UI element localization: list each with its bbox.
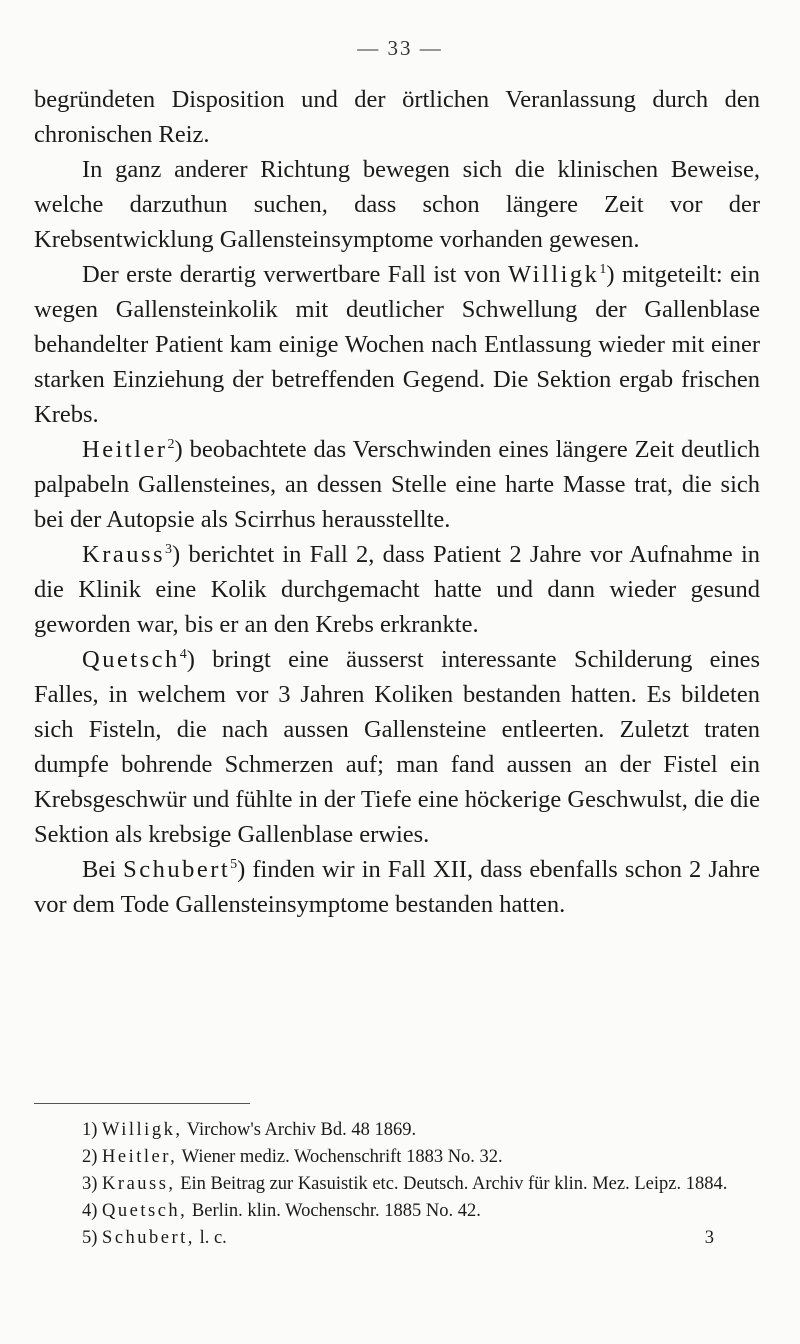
paragraph-6-body: ) bringt eine äusserst interessante Schilderung eines Falles, in welchem vor 3 Jahren Koliken bestanden hatten. Es bildeten sich Fisteln, die nach aussen Gallensteine entleerten. Zuletzt traten dumpfe bohrende Schmerzen auf; man fand aussen an der Fistel ein Krebsgeschwür und fühlte in der Tiefe eine höckerige Geschwulst, die die Sektion als krebsige Gallenblase erwies. [34, 646, 760, 848]
paragraph-6 [34, 642, 760, 852]
paragraph-4-body: ) beobachtete das Verschwinden eines längere Zeit deutlich palpabeln Gallensteines, an dessen Stelle eine harte Masse trat, die sich bei der Autopsie als Scirrhus herausstellte. [34, 436, 760, 533]
paragraph-5 [34, 537, 760, 642]
footnote-4 [34, 1198, 760, 1225]
footnote-3 [34, 1171, 760, 1198]
author-heitler: Heitler [82, 436, 168, 463]
footnote-2-author: Heitler, [102, 1147, 178, 1167]
footnote-ref-3: 3 [165, 542, 173, 557]
footnote-5-author: Schubert, [102, 1228, 195, 1248]
footnote-1 [34, 1117, 760, 1144]
footnote-4-text: Berlin. klin. Wochenschr. 1885 No. 42. [191, 1201, 481, 1221]
author-schubert: Schubert [123, 856, 231, 883]
main-text [34, 82, 760, 922]
paragraph-1: begründeten Disposition und der örtlichen Veranlassung durch den chronischen Reiz. [34, 86, 760, 148]
footnote-5-text: l. c. [199, 1228, 227, 1248]
footnote-ref-5: 5 [230, 857, 238, 872]
paragraph-5-body: ) berichtet in Fall 2, dass Patient 2 Jahre vor Aufnahme in die Klinik eine Kolik durchgemacht hatte und dann wieder gesund geworden war, bis er an den Krebs erkrankte. [34, 541, 760, 638]
footnote-ref-1: 1 [599, 262, 607, 277]
page-number: — 33 — [357, 36, 443, 60]
footnote-5 [34, 1225, 760, 1252]
footnote-3-author: Krauss, [102, 1174, 176, 1194]
author-quetsch: Quetsch [82, 646, 180, 673]
footnote-3-number: 3) [82, 1174, 98, 1194]
paragraph-7 [34, 852, 760, 922]
paragraph-3-lead: Der erste derartig verwertbare Fall ist von [82, 261, 501, 288]
paragraph-3-body: ) mitgeteilt: ein wegen Gallensteinkolik mit deutlicher Schwellung der Gallenblase behandelter Patient kam einige Wochen nach Entlassung wieder mit einer starken Einziehung der betreffenden Gegend. Die Sektion ergab frischen Krebs. [34, 261, 761, 428]
footnote-4-author: Quetsch, [102, 1201, 188, 1221]
paragraph-7-lead: Bei [82, 856, 117, 883]
footnote-1-number: 1) [82, 1120, 98, 1140]
footnote-divider [34, 1103, 250, 1104]
signature-mark: 3 [704, 1228, 714, 1248]
footnote-2 [34, 1144, 760, 1171]
footnotes [34, 1117, 760, 1252]
footnote-1-text: Virchow's Archiv Bd. 48 1869. [186, 1120, 417, 1140]
paragraph-7-body: ) finden wir in Fall XII, dass ebenfalls schon 2 Jahre vor dem Tode Gallensteinsymptome bestanden hatten. [34, 856, 761, 918]
footnote-2-text: Wiener mediz. Wochenschrift 1883 No. 32. [181, 1147, 503, 1167]
paragraph-2: In ganz anderer Richtung bewegen sich die klinischen Beweise, welche darzuthun suchen, dass schon längere Zeit vor der Krebsentwicklung Gallensteinsymptome vorhanden gewesen. [34, 156, 760, 253]
footnote-1-author: Willigk, [102, 1120, 183, 1140]
footnote-ref-4: 4 [179, 647, 187, 662]
footnote-4-number: 4) [82, 1201, 98, 1221]
footnote-3-text: Ein Beitrag zur Kasuistik etc. Deutsch. Archiv für klin. Mez. Leipz. 1884. [180, 1174, 728, 1194]
author-willigk: Willigk [508, 261, 600, 288]
paragraph-4 [34, 432, 760, 537]
footnote-5-number: 5) [82, 1228, 98, 1248]
author-krauss: Krauss [82, 541, 166, 568]
paragraph-3 [34, 257, 760, 432]
footnote-ref-2: 2 [167, 437, 175, 452]
footnote-2-number: 2) [82, 1147, 98, 1167]
